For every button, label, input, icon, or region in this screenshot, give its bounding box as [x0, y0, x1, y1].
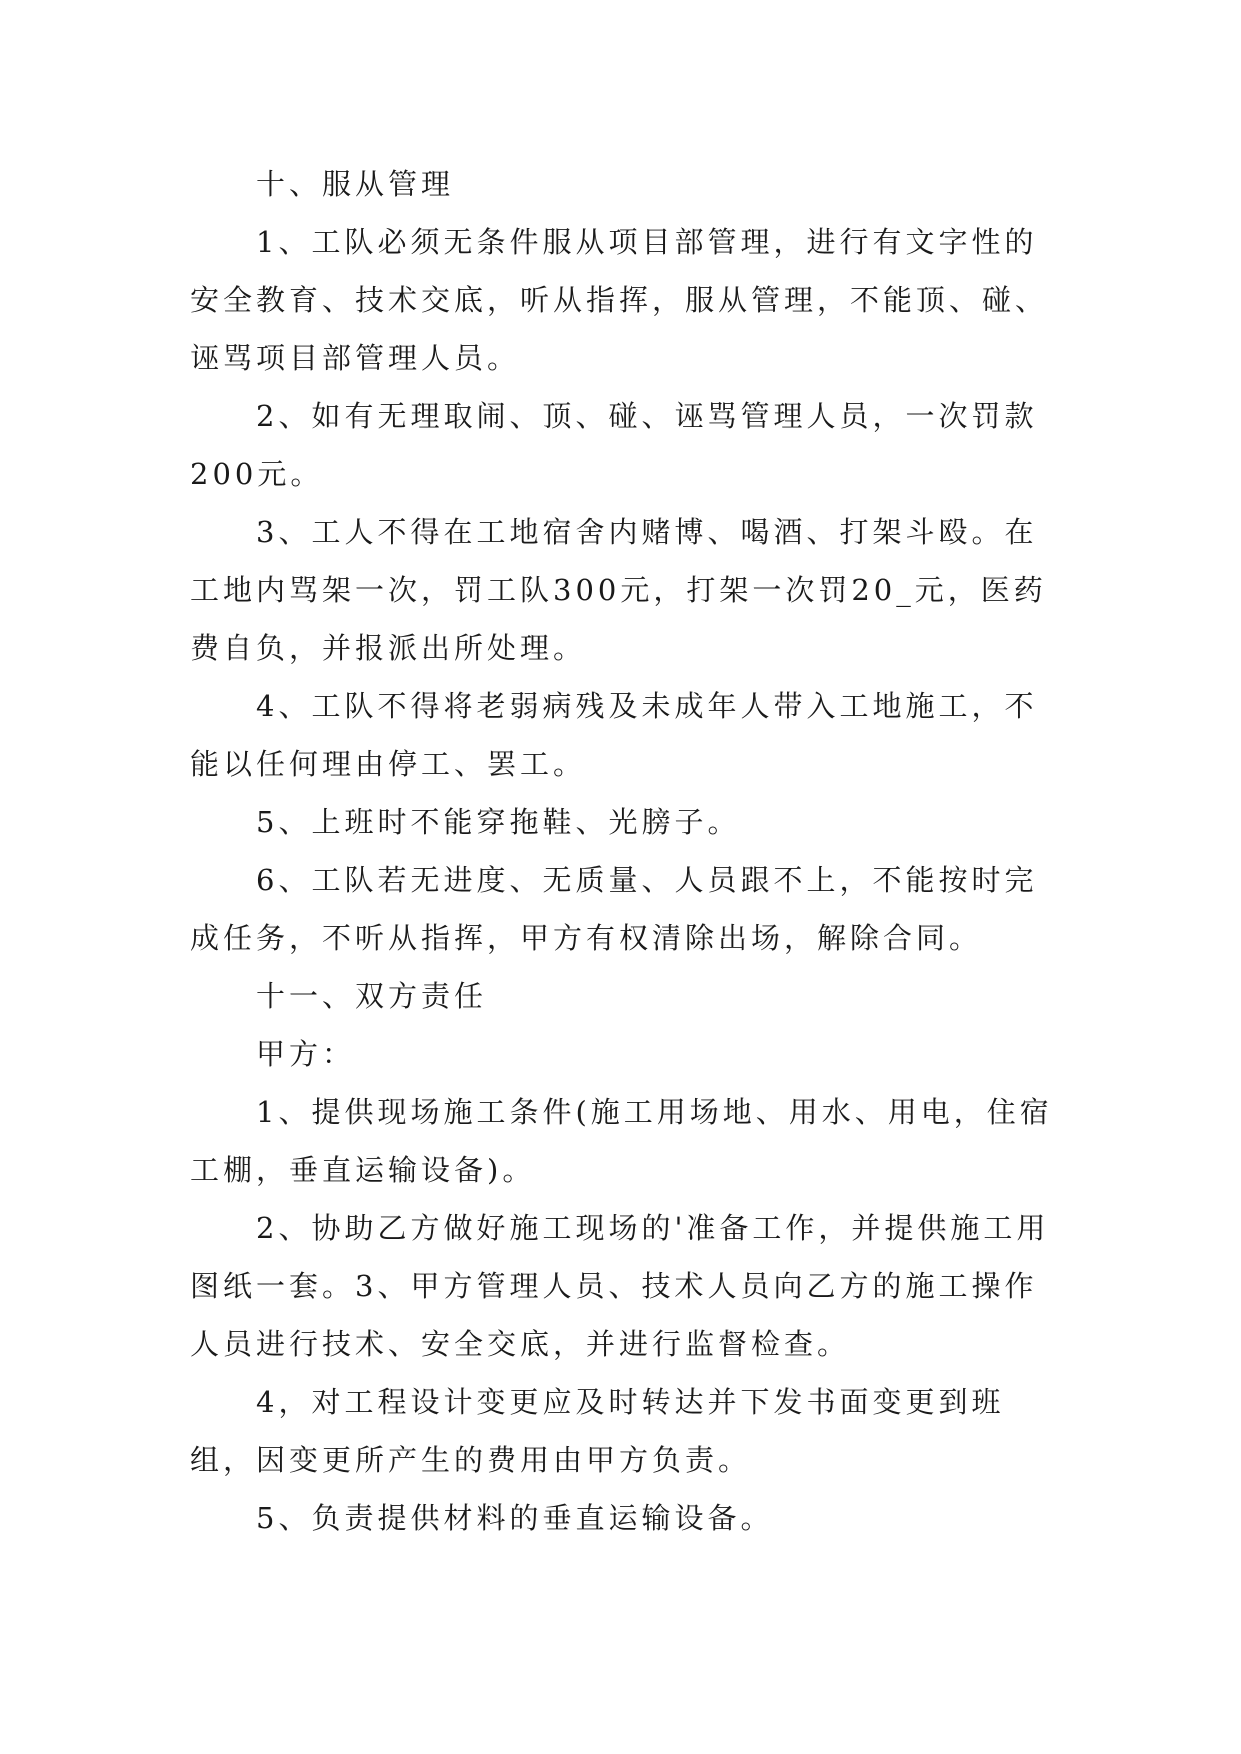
paragraph-item-4: 4、工队不得将老弱病残及未成年人带入工地施工，不能以任何理由停工、罢工。 — [190, 689, 1038, 781]
party-a-item-4: 4，对工程设计变更应及时转达并下发书面变更到班组，因变更所产生的费用由甲方负责。 — [190, 1385, 1005, 1477]
document-body — [190, 155, 1060, 1547]
section-heading-mutual-responsibilities: 十一、双方责任 — [256, 979, 488, 1013]
party-a-item-2-3: 2、协助乙方做好施工现场的'准备工作，并提供施工用图纸一套。3、甲方管理人员、技术人员向乙方的施工操作人员进行技术、安全交底，并进行监督检查。 — [190, 1211, 1050, 1361]
paragraph-item-6: 6、工队若无进度、无质量、人员跟不上，不能按时完成任务，不听从指挥，甲方有权清除出场，解除合同。 — [190, 863, 1038, 955]
party-a-item-1: 1、提供现场施工条件(施工用场地、用水、用电，住宿工棚，垂直运输设备)。 — [190, 1095, 1053, 1187]
paragraph-item-3: 3、工人不得在工地宿舍内赌博、喝酒、打架斗殴。在工地内骂架一次，罚工队300元，打架一次罚20_元，医药费自负，并报派出所处理。 — [190, 515, 1047, 665]
party-a-item-5: 5、负责提供材料的垂直运输设备。 — [256, 1501, 774, 1535]
party-a-label: 甲方： — [256, 1037, 356, 1071]
paragraph-item-1: 1、工队必须无条件服从项目部管理，进行有文字性的安全教育、技术交底，听从指挥，服从管理，不能顶、碰、诬骂项目部管理人员。 — [190, 225, 1049, 375]
section-heading-obey-management: 十、服从管理 — [256, 167, 455, 201]
paragraph-item-2: 2、如有无理取闹、顶、碰、诬骂管理人员，一次罚款200元。 — [190, 399, 1038, 491]
paragraph-item-5: 5、上班时不能穿拖鞋、光膀子。 — [256, 805, 741, 839]
